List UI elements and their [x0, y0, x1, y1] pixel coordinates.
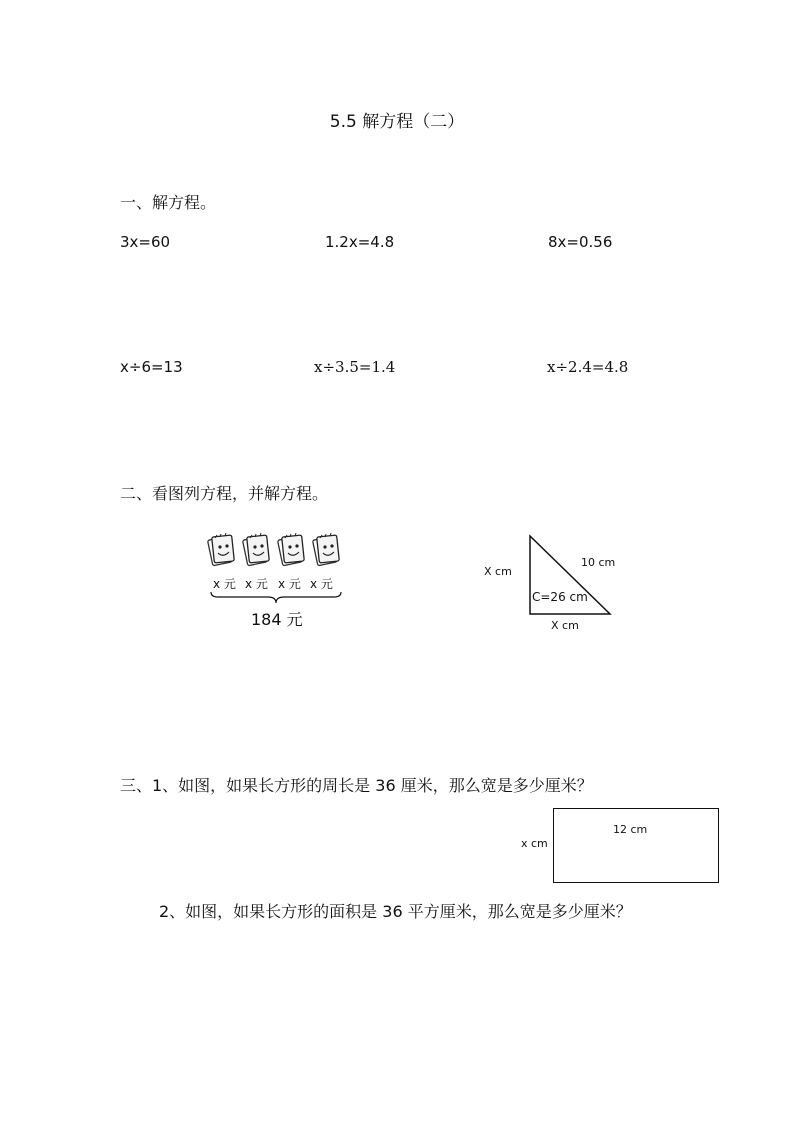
price-label-3: x 元 — [278, 577, 301, 591]
rectangle-figure — [553, 808, 719, 883]
total-brace — [210, 591, 342, 605]
section2-heading: 二、看图列方程，并解方程。 — [120, 484, 329, 503]
equation-5: x÷3.5=1.4 — [314, 358, 396, 376]
price-label-2: x 元 — [245, 577, 268, 591]
total-price: 184 元 — [251, 610, 303, 629]
triangle-bottom-label: X cm — [551, 619, 579, 632]
price-label-4: x 元 — [310, 577, 333, 591]
notebook-icon — [206, 530, 346, 570]
notebooks-figure — [206, 530, 346, 570]
equation-4: x÷6=13 — [120, 358, 183, 376]
triangle-hypotenuse-label: 10 cm — [581, 556, 616, 569]
equation-6: x÷2.4=4.8 — [547, 358, 629, 376]
equation-3: 8x=0.56 — [548, 233, 613, 251]
section3-question-1: 三、1、如图，如果长方形的周长是 36 厘米，那么宽是多少厘米？ — [120, 776, 593, 795]
rectangle-length-label: 12 cm — [613, 823, 648, 836]
equation-2: 1.2x=4.8 — [325, 233, 395, 251]
section3-question-2: 2、如图，如果长方形的面积是 36 平方厘米，那么宽是多少厘米？ — [159, 902, 632, 921]
price-label-1: x 元 — [213, 577, 236, 591]
section1-heading: 一、解方程。 — [120, 193, 217, 212]
page-title: 5.5 解方程（二） — [329, 112, 465, 132]
triangle-perimeter-label: C=26 cm — [532, 590, 588, 604]
equation-1: 3x=60 — [120, 233, 171, 251]
triangle-left-label: X cm — [484, 565, 512, 578]
rectangle-width-label: x cm — [521, 837, 548, 850]
